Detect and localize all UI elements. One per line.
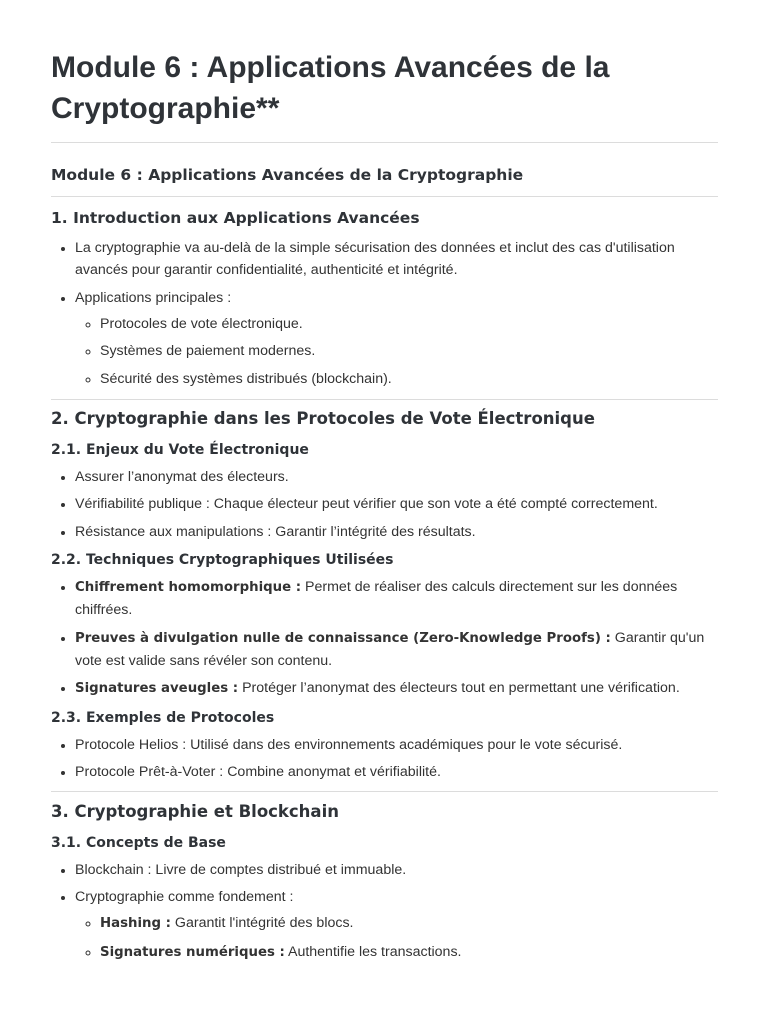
list-item-text: Cryptographie comme fondement : (75, 889, 294, 905)
list-item: • Blockchain : Livre de comptes distribué et immuable. (75, 855, 718, 883)
subsection-heading: 2.1. Enjeux du Vote Électronique (51, 441, 309, 458)
term-label: Preuves à divulgation nulle de connaissance (Zero-Knowledge Proofs) : (75, 630, 611, 646)
term-label: Signatures numériques : (100, 944, 285, 960)
term-label: Chiffrement homomorphique : (75, 580, 302, 595)
list-item (75, 882, 718, 967)
list-item (75, 623, 718, 674)
list-item (75, 283, 718, 393)
list-item (75, 673, 718, 702)
term-description: Garantir qu'un vote est valide sans révéler son contenu. (75, 629, 705, 669)
list-item (75, 572, 718, 623)
bullet-list (51, 855, 718, 967)
term-description: Permet de réaliser des calculs directement sur les données chiffrées. (75, 579, 678, 618)
subsection-heading: 3.1. Concepts de Base (51, 834, 226, 851)
list-item-text: Applications principales : (75, 289, 232, 306)
list-item: • Assurer l’anonymat des électeurs. (75, 462, 718, 490)
sub-list-item (100, 908, 718, 937)
term-label: Hashing : (100, 916, 171, 931)
subsection-heading: 2.2. Techniques Cryptographiques Utilisées (51, 552, 394, 568)
section-heading: 2. Cryptographie dans les Protocoles de Vote Électronique (51, 408, 595, 428)
list-item: • Résistance aux manipulations : Garantir l’intégrité des résultats. (75, 517, 718, 545)
bullet-list (51, 462, 718, 545)
term-description: Garantit l'intégrité des blocs. (170, 915, 354, 931)
section-heading: 3. Cryptographie et Blockchain (51, 801, 339, 821)
subsection-heading: 2.3. Exemples de Protocoles (51, 709, 275, 726)
list-item: • La cryptographie va au-delà de la simple sécurisation des données et inclut des cas d'utilisation avancés pour garantir confidentialité, authenticité et intégrité. (75, 233, 718, 283)
section-heading: 1. Introduction aux Applications Avancées (51, 209, 420, 227)
sub-bullet-list (75, 908, 718, 965)
list-item: • Vérifiabilité publique : Chaque électeur peut vérifier que son vote a été compté correctement. (75, 489, 718, 517)
list-item: • Protocole Prêt-à-Voter : Combine anonymat et vérifiabilité. (75, 757, 718, 785)
list-item: • Protocole Helios : Utilisé dans des environnements académiques pour le vote sécurisé. (75, 730, 718, 758)
sub-list-item: ◦ Protocoles de vote électronique. (100, 309, 718, 337)
sub-list-item: ◦ Systèmes de paiement modernes. (100, 336, 718, 364)
sub-list-item (100, 937, 718, 966)
page-title: Module 6 : Applications Avancées de la Cryptographie** (51, 0, 718, 143)
sub-bullet-list (75, 309, 718, 392)
bullet-list (51, 233, 718, 393)
sub-list-item: ◦ Sécurité des systèmes distribués (blockchain). (100, 364, 718, 392)
bullet-list (51, 730, 718, 785)
term-description: Authentifie les transactions. (284, 943, 462, 960)
module-heading: Module 6 : Applications Avancées de la Cryptographie (51, 143, 718, 197)
term-label: Signatures aveugles : (75, 681, 239, 696)
bullet-list (51, 572, 718, 702)
term-description: Protéger l’anonymat des électeurs tout en permettant une vérification. (238, 680, 680, 696)
